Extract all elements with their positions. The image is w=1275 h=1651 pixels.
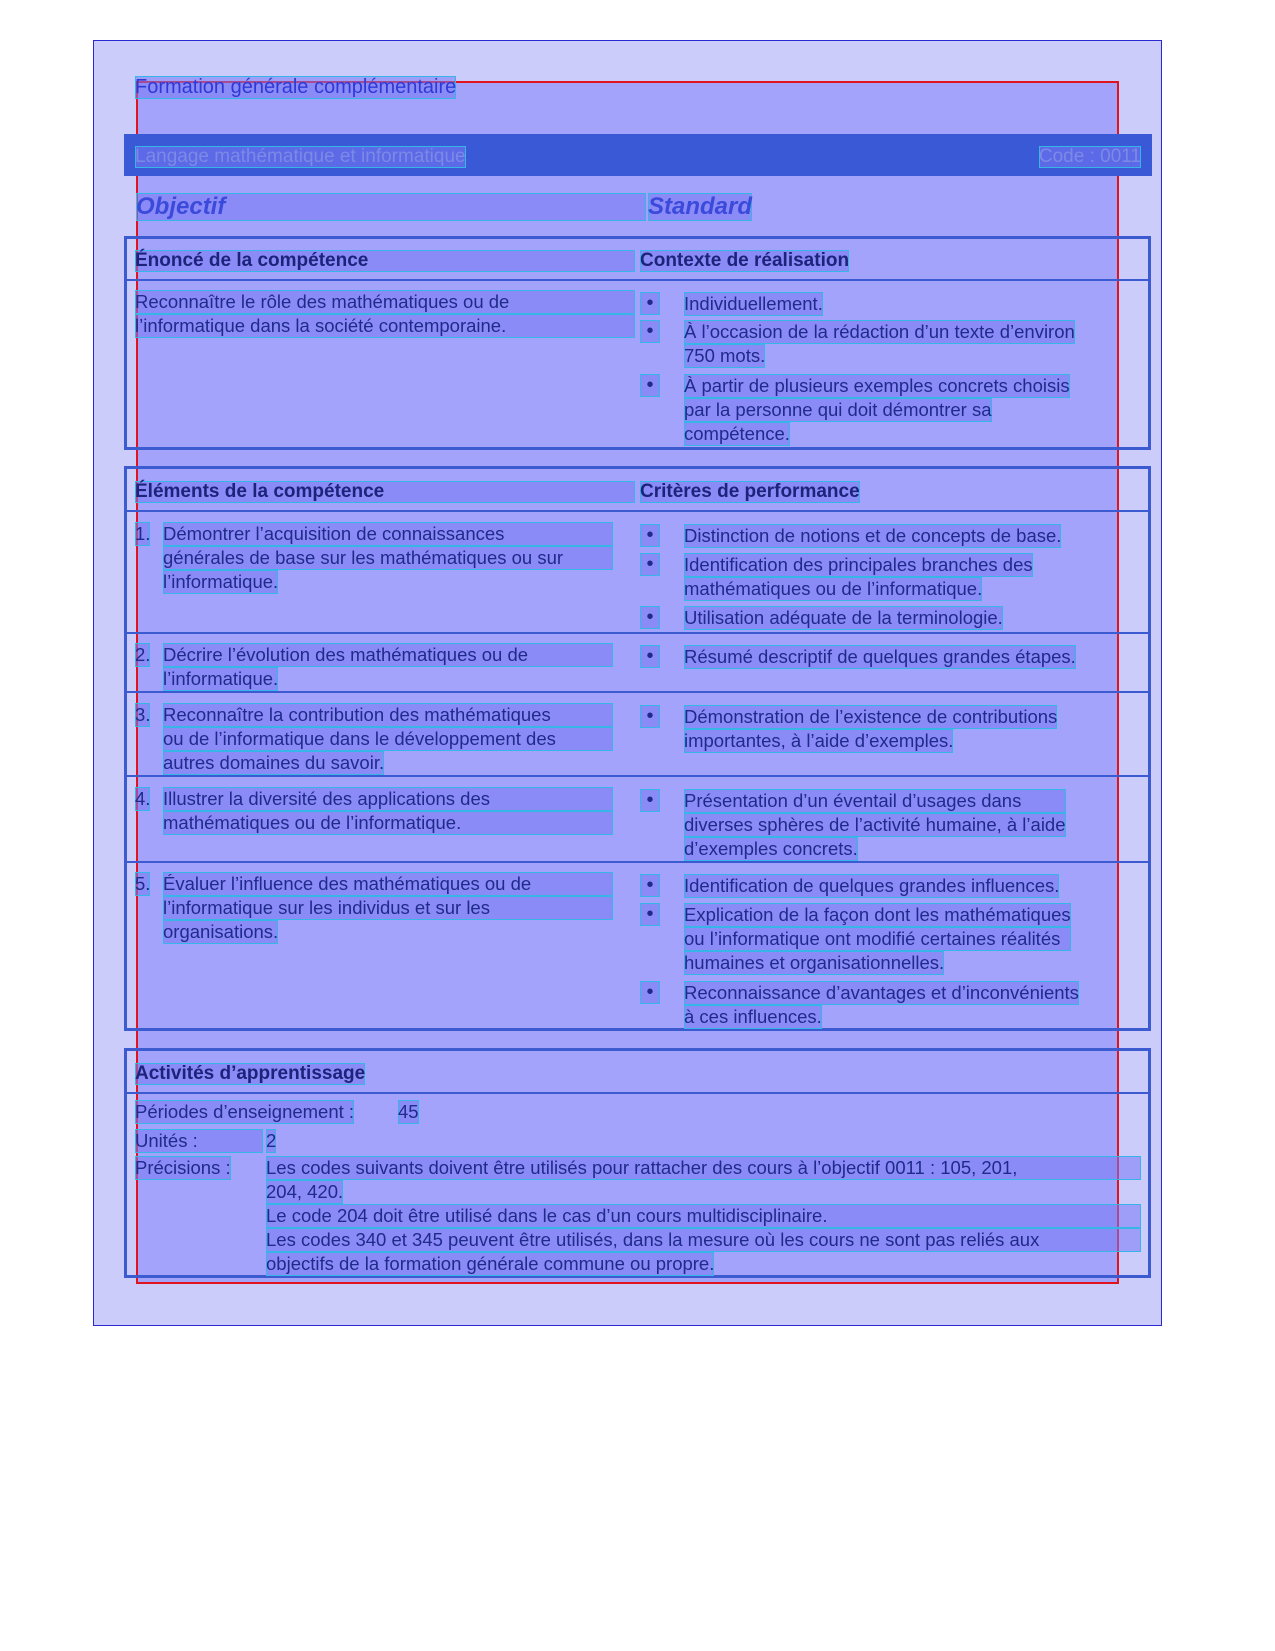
element-line: l’informatique sur les individus et sur les bbox=[163, 896, 613, 920]
criterion-line: Identification des principales branches des bbox=[684, 554, 1033, 575]
bullet-icon: • bbox=[640, 524, 660, 547]
bullet-icon: • bbox=[640, 606, 660, 629]
criterion-line: Identification de quelques grandes influences. bbox=[684, 875, 1060, 896]
context-line: par la personne qui doit démontrer sa bbox=[684, 399, 992, 420]
units-label: Unités : bbox=[135, 1129, 263, 1153]
criterion-item bbox=[684, 789, 1066, 861]
criterion-line: Reconnaissance d’avantages et d’inconvénients bbox=[684, 982, 1079, 1003]
bullet-icon: • bbox=[640, 645, 660, 668]
criterion-line: Présentation d’un éventail d’usages dans bbox=[684, 789, 1066, 813]
criterion-item bbox=[684, 903, 1071, 975]
criterion-line: Distinction de notions et de concepts de base. bbox=[684, 525, 1062, 546]
criterion-item bbox=[684, 874, 1059, 898]
units-value: 2 bbox=[266, 1130, 277, 1151]
competence-statement bbox=[135, 290, 635, 338]
precision-line: Les codes 340 et 345 peuvent être utilisés, dans la mesure où les cours ne sont pas reliés aux bbox=[266, 1228, 1141, 1252]
context-heading: Contexte de réalisation bbox=[640, 250, 850, 271]
element-number: 2. bbox=[135, 644, 151, 665]
context-item bbox=[684, 292, 823, 316]
element-line: Décrire l’évolution des mathématiques ou de bbox=[163, 643, 613, 667]
criterion-line: humaines et organisationnelles. bbox=[684, 952, 945, 973]
banner-code: Code : 0011 bbox=[1038, 146, 1141, 167]
activities-heading: Activités d’apprentissage bbox=[135, 1063, 366, 1084]
element-line: Évaluer l’influence des mathématiques ou de bbox=[163, 872, 613, 896]
element-line: Illustrer la diversité des applications des bbox=[163, 787, 613, 811]
context-line: compétence. bbox=[684, 423, 790, 444]
divider bbox=[124, 861, 1151, 863]
element-text bbox=[163, 787, 613, 835]
bullet-icon: • bbox=[640, 553, 660, 576]
statement-heading: Énoncé de la compétence bbox=[135, 250, 635, 272]
divider bbox=[124, 510, 1151, 512]
bullet-icon: • bbox=[640, 292, 660, 315]
criterion-item bbox=[684, 524, 1061, 548]
element-number: 4. bbox=[135, 788, 151, 809]
context-line: 750 mots. bbox=[684, 345, 766, 366]
criterion-line: Utilisation adéquate de la terminologie. bbox=[684, 607, 1003, 628]
criterion-line: Explication de la façon dont les mathématiques bbox=[684, 904, 1071, 925]
criterion-line: importantes, à l’aide d’exemples. bbox=[684, 730, 954, 751]
criterion-item bbox=[684, 981, 1079, 1029]
element-line: générales de base sur les mathématiques ou sur bbox=[163, 546, 613, 570]
criterion-line: à ces influences. bbox=[684, 1006, 822, 1027]
standard-heading: Standard bbox=[648, 193, 753, 220]
element-number: 3. bbox=[135, 704, 151, 725]
element-line: Reconnaître la contribution des mathématiques bbox=[163, 703, 613, 727]
precisions-label: Précisions : bbox=[135, 1157, 231, 1178]
banner-title: Langage mathématique et informatique bbox=[135, 146, 466, 167]
element-text bbox=[163, 872, 613, 944]
element-number: 5. bbox=[135, 873, 151, 894]
criterion-line: mathématiques ou de l’informatique. bbox=[684, 578, 983, 599]
context-line: À l’occasion de la rédaction d’un texte d’environ bbox=[684, 321, 1075, 342]
section-title: Formation générale complémentaire bbox=[135, 76, 457, 98]
element-text bbox=[163, 522, 613, 594]
precisions-text bbox=[266, 1156, 1141, 1276]
bullet-icon: • bbox=[640, 789, 660, 812]
statement-line: Reconnaître le rôle des mathématiques ou de bbox=[135, 290, 635, 314]
criterion-line: d’exemples concrets. bbox=[684, 838, 858, 859]
criterion-line: diverses sphères de l’activité humaine, à l’aide bbox=[684, 814, 1066, 835]
bullet-icon: • bbox=[640, 374, 660, 397]
element-line: organisations. bbox=[163, 921, 279, 942]
divider bbox=[124, 632, 1151, 634]
element-line: ou de l’informatique dans le développement des bbox=[163, 727, 613, 751]
criterion-line: Démonstration de l’existence de contributions bbox=[684, 706, 1058, 727]
element-number: 1. bbox=[135, 523, 151, 544]
element-text bbox=[163, 643, 613, 691]
element-line: autres domaines du savoir. bbox=[163, 752, 385, 773]
element-line: l’informatique. bbox=[163, 571, 279, 592]
divider bbox=[124, 279, 1151, 281]
precision-line: Les codes suivants doivent être utilisés pour rattacher des cours à l’objectif 0011 : 105, 201, bbox=[266, 1156, 1141, 1180]
context-item bbox=[684, 320, 1075, 368]
periods-value: 45 bbox=[398, 1101, 419, 1122]
element-line: mathématiques ou de l’informatique. bbox=[163, 811, 613, 835]
context-line: À partir de plusieurs exemples concrets choisis bbox=[684, 375, 1070, 396]
bullet-icon: • bbox=[640, 320, 660, 343]
divider bbox=[124, 691, 1151, 693]
divider bbox=[124, 775, 1151, 777]
element-text bbox=[163, 703, 613, 775]
bullet-icon: • bbox=[640, 874, 660, 897]
criterion-item bbox=[684, 553, 1033, 601]
element-line: Démontrer l’acquisition de connaissances bbox=[163, 522, 613, 546]
precision-line: 204, 420. bbox=[266, 1181, 344, 1202]
periods-label: Périodes d’enseignement : bbox=[135, 1101, 355, 1122]
statement-line: l’informatique dans la société contemporaine. bbox=[135, 314, 635, 338]
criterion-item bbox=[684, 705, 1057, 753]
precision-line: objectifs de la formation générale commune ou propre. bbox=[266, 1253, 715, 1274]
context-item bbox=[684, 374, 1070, 446]
element-line: l’informatique. bbox=[163, 668, 279, 689]
criterion-item bbox=[684, 606, 1003, 630]
criterion-line: ou l’informatique ont modifié certaines réalités bbox=[684, 927, 1071, 951]
objective-heading: Objectif bbox=[136, 193, 646, 221]
precision-line: Le code 204 doit être utilisé dans le cas d’un cours multidisciplinaire. bbox=[266, 1204, 1141, 1228]
elements-heading: Éléments de la compétence bbox=[135, 481, 635, 503]
criterion-line: Résumé descriptif de quelques grandes étapes. bbox=[684, 646, 1076, 667]
bullet-icon: • bbox=[640, 981, 660, 1004]
bullet-icon: • bbox=[640, 705, 660, 728]
bullet-icon: • bbox=[640, 903, 660, 926]
criterion-item bbox=[684, 645, 1076, 669]
divider bbox=[124, 1092, 1151, 1094]
context-line: Individuellement. bbox=[684, 293, 823, 314]
criteria-heading: Critères de performance bbox=[640, 481, 860, 502]
